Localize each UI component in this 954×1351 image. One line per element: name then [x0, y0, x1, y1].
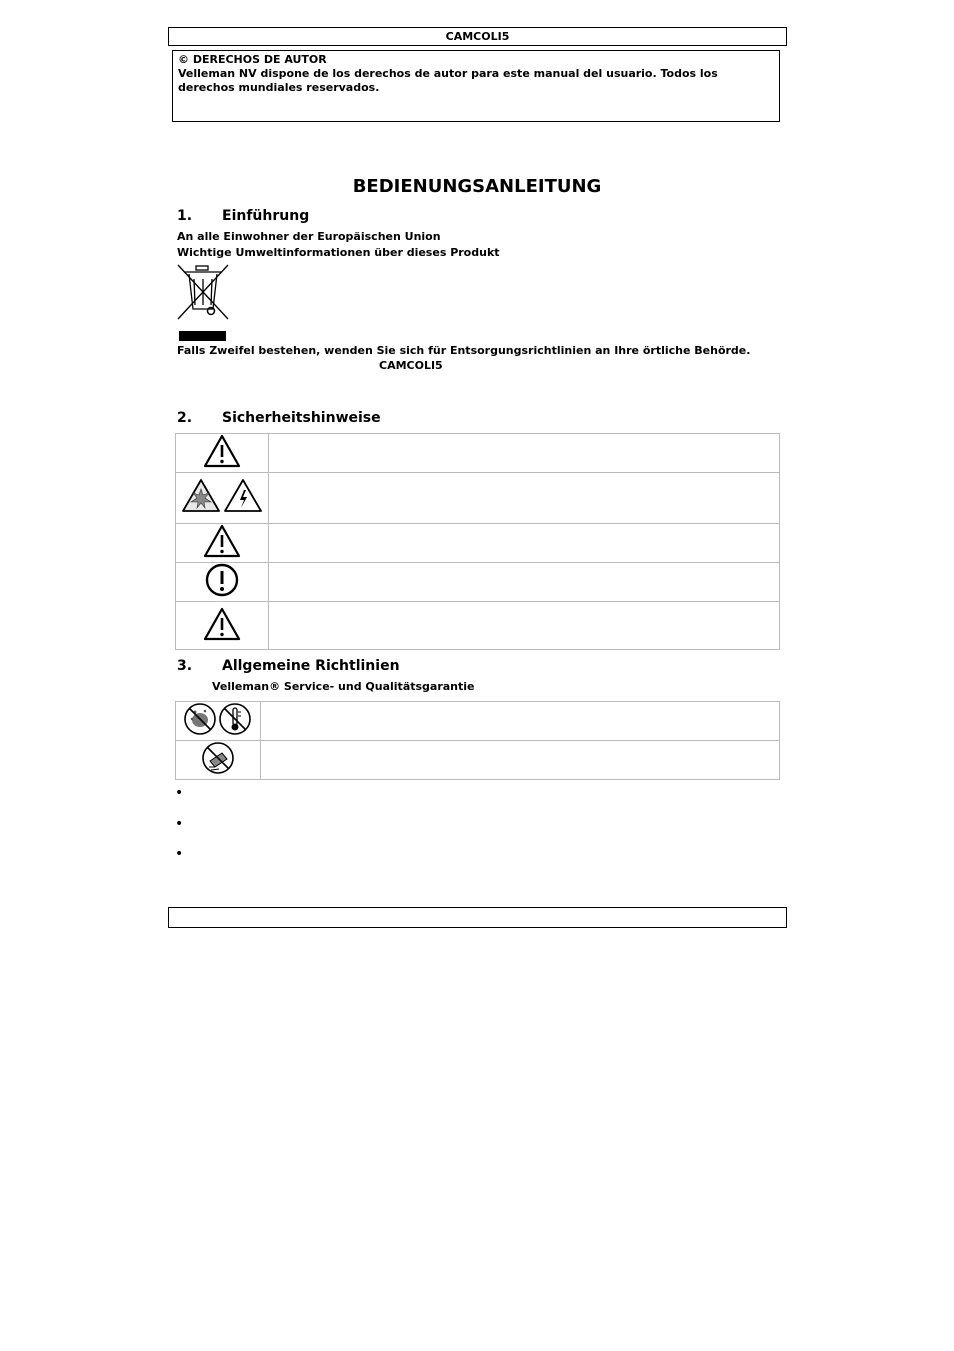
table-row	[176, 473, 780, 524]
section-heading-1	[177, 208, 309, 224]
section-heading-3	[177, 658, 400, 674]
table-row	[176, 741, 780, 780]
table-row	[176, 602, 780, 650]
text-cell	[269, 434, 780, 473]
table-row	[176, 563, 780, 602]
disposal-doubt-text: Falls Zweifel bestehen, wenden Sie sich für Entsorgungsrichtlinien an Ihre örtliche Behörde.	[177, 344, 751, 357]
table-row	[176, 702, 780, 741]
header-model: CAMCOLI5	[168, 27, 787, 46]
icon-cell	[176, 741, 261, 780]
icon-cell	[176, 524, 269, 563]
list-item: •	[175, 785, 184, 801]
text-cell	[261, 741, 780, 780]
icon-cell	[176, 434, 269, 473]
safety-table	[175, 433, 780, 650]
icon-cell	[176, 702, 261, 741]
text-cell	[269, 602, 780, 650]
text-cell	[269, 524, 780, 563]
exclamation-circle-icon	[205, 563, 239, 597]
text-cell	[269, 563, 780, 602]
no-shock-icon	[201, 741, 235, 775]
section-title: Einführung	[222, 208, 310, 224]
text-cell	[269, 473, 780, 524]
model-label: CAMCOLI5	[379, 359, 443, 372]
warning-triangle-icon	[203, 524, 241, 558]
text-cell	[261, 702, 780, 741]
list-item: •	[175, 816, 184, 832]
copyright-line1: Velleman NV dispone de los derechos de autor para este manual del usuario. Todos los	[178, 67, 718, 80]
section-heading-2	[177, 410, 381, 426]
warning-triangle-icon	[203, 607, 241, 641]
section-number: 1.	[177, 208, 193, 224]
table-row	[176, 524, 780, 563]
icon-cell	[176, 602, 269, 650]
section-title: Sicherheitshinweise	[222, 410, 381, 426]
copyright-line2: derechos mundiales reservados.	[178, 81, 380, 94]
weee-crossed-bin-icon	[176, 263, 230, 343]
intro-line2: Wichtige Umweltinformationen über dieses Produkt	[177, 246, 500, 259]
section-title: Allgemeine Richtlinien	[222, 658, 400, 674]
no-dust-icon	[183, 702, 253, 736]
section-number: 2.	[177, 410, 193, 426]
page-title: BEDIENUNGSANLEITUNG	[352, 176, 602, 197]
icon-cell	[176, 563, 269, 602]
section-number: 3.	[177, 658, 193, 674]
copyright-title: © DERECHOS DE AUTOR	[178, 53, 327, 66]
explosion-hazard-icon	[182, 478, 262, 514]
service-guarantee-subtitle: Velleman® Service- und Qualitätsgarantie	[212, 680, 475, 693]
list-item: •	[175, 846, 184, 862]
table-row	[176, 434, 780, 473]
footer-box	[168, 907, 787, 928]
intro-line1: An alle Einwohner der Europäischen Union	[177, 230, 441, 243]
warning-triangle-icon	[203, 434, 241, 468]
copyright-notice	[172, 50, 780, 122]
guidelines-table	[175, 701, 780, 780]
icon-cell	[176, 473, 269, 524]
